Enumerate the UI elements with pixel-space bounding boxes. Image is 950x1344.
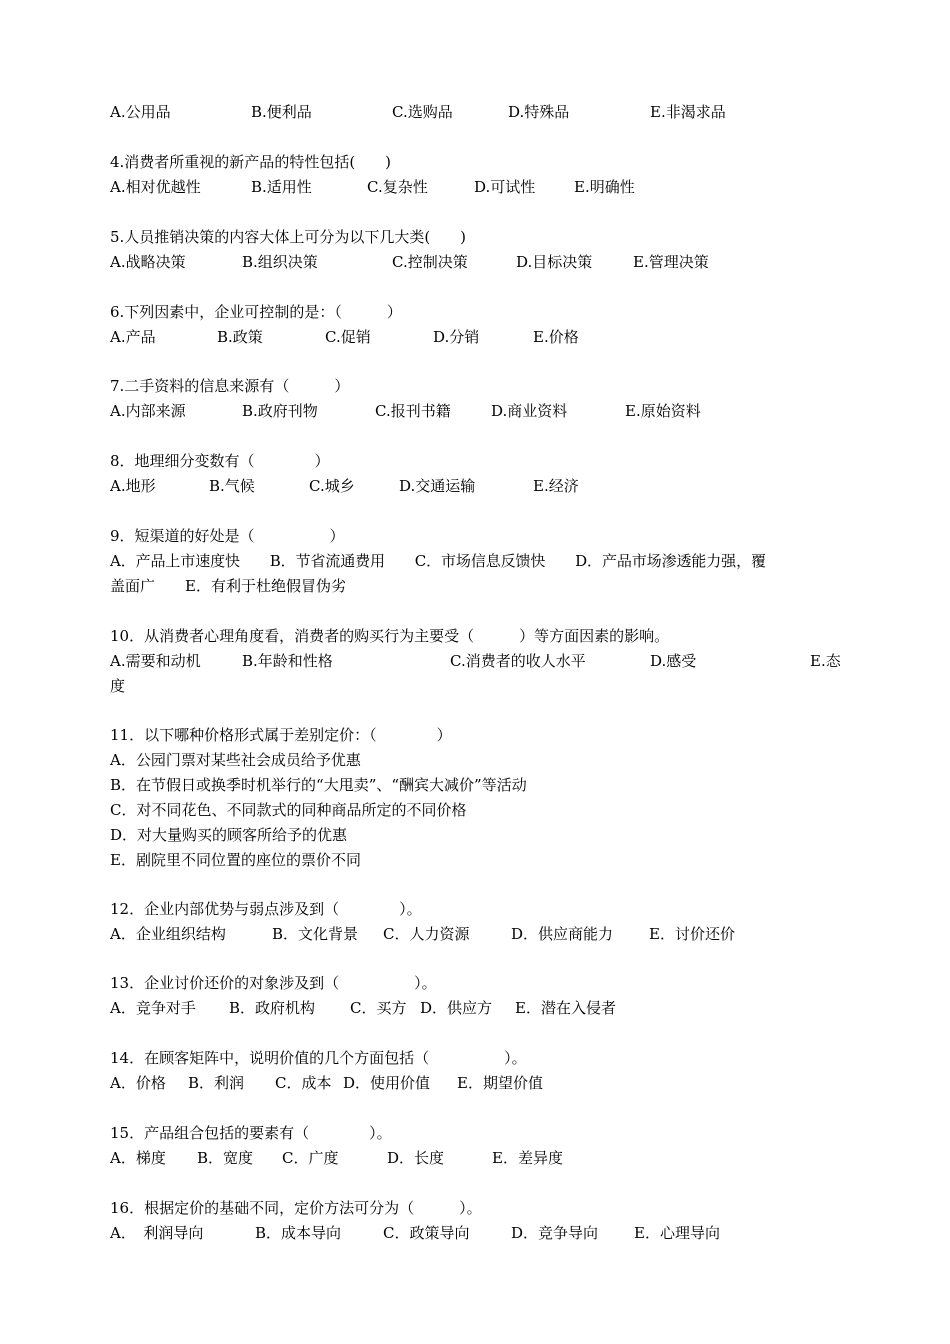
question-6-stem: 6.下列因素中，企业可控制的是：（ ） [110,303,402,321]
option-a: A.相对优越性 [110,178,201,196]
option-e: E.明确性 [574,178,635,196]
option-a: A.需要和动机 [110,652,201,670]
question-9-options-line-1: A．产品上市速度快 B．节省流通费用 C．市场信息反馈快 D．产品市场渗透能力强，覆 [110,552,766,570]
option-c: C．人力资源 [383,925,470,943]
question-8-stem: 8．地理细分变数有（ ） [110,452,330,470]
question-16-stem: 16．根据定价的基础不同，定价方法可分为（ ）。 [110,1199,482,1217]
option-c: C．成本 [275,1074,332,1092]
option-c: C.报刊书籍 [375,402,451,420]
option-d: D.目标决策 [516,253,593,271]
option-a: A.地形 [110,477,156,495]
option-d: D.可试性 [474,178,536,196]
question-4-stem: 4.消费者所重视的新产品的特性包括( ) [110,153,392,171]
option-b: B.便利品 [251,103,312,121]
option-b: B．宽度 [197,1149,254,1167]
question-10-stem: 10．从消费者心理角度看，消费者的购买行为主要受（ ）等方面因素的影响。 [110,627,670,645]
option-e: E.态 [810,652,841,670]
option-d: D．对大量购买的顾客所给予的优惠 [110,826,348,844]
option-b: B.组织决策 [242,253,318,271]
option-b: B.年龄和性格 [242,652,333,670]
option-b: B.政府刊物 [242,402,318,420]
option-e: E.经济 [533,477,579,495]
option-b: B.适用性 [251,178,312,196]
option-d: D．供应商能力 [511,925,614,943]
question-10-wrap: 度 [110,677,126,695]
option-a: A．梯度 [110,1149,166,1167]
option-e: E．差异度 [492,1149,563,1167]
option-a: A．公园门票对某些社会成员给予优惠 [110,751,361,769]
question-7-stem: 7.二手资料的信息来源有（ ） [110,377,350,395]
option-a: A．价格 [110,1074,166,1092]
option-e: E.非渴求品 [650,103,726,121]
option-c: C．买方 [350,999,407,1017]
option-d: D．供应方 [420,999,493,1017]
option-a: A.公用品 [110,103,171,121]
option-c: C．广度 [282,1149,339,1167]
option-d: D．长度 [387,1149,445,1167]
option-b: B．成本导向 [255,1224,342,1242]
question-15-stem: 15．产品组合包括的要素有（ ）。 [110,1124,392,1142]
option-e: E．潜在入侵者 [515,999,616,1017]
option-b: B．政府机构 [229,999,316,1017]
option-a: A． 利润导向 [110,1224,204,1242]
option-d: D.感受 [650,652,697,670]
option-c: C.选购品 [392,103,453,121]
option-a: A．竞争对手 [110,999,196,1017]
option-b: B．在节假日或换季时机举行的“大甩卖”、“酬宾大减价”等活动 [110,776,527,794]
option-e: E．期望价值 [457,1074,543,1092]
option-a: A.内部来源 [110,402,186,420]
option-e: E.价格 [533,328,579,346]
option-b: B.政策 [217,328,263,346]
option-d: D.交通运输 [399,477,476,495]
option-e: E.原始资料 [625,402,701,420]
option-d: D．使用价值 [343,1074,431,1092]
option-c: C.促销 [325,328,371,346]
option-e: E．讨价还价 [649,925,735,943]
question-11-stem: 11．以下哪种价格形式属于差别定价：（ ） [110,726,452,744]
question-13-stem: 13．企业讨价还价的对象涉及到（ ）。 [110,974,437,992]
option-b: B.气候 [209,477,255,495]
option-c: C．政策导向 [383,1224,470,1242]
option-c: C.控制决策 [392,253,468,271]
question-5-stem: 5.人员推销决策的内容大体上可分为以下几大类( ) [110,228,467,246]
question-12-stem: 12．企业内部优势与弱点涉及到（ ）。 [110,900,422,918]
option-d: D.特殊品 [508,103,570,121]
option-b: B．利润 [188,1074,245,1092]
option-c: C．对不同花色、不同款式的同种商品所定的不同价格 [110,801,467,819]
option-c: C.城乡 [309,477,355,495]
question-9-options-line-2: 盖面广 E．有利于杜绝假冒伪劣 [110,577,346,595]
question-14-stem: 14．在顾客矩阵中，说明价值的几个方面包括（ ）。 [110,1049,527,1067]
option-b: B．文化背景 [272,925,359,943]
option-e: E．剧院里不同位置的座位的票价不同 [110,851,361,869]
question-9-stem: 9．短渠道的好处是（ ） [110,527,345,545]
option-e: E.管理决策 [633,253,709,271]
option-d: D.分销 [433,328,480,346]
option-c: C.复杂性 [367,178,428,196]
option-c: C.消费者的收人水平 [450,652,586,670]
option-d: D．竞争导向 [511,1224,599,1242]
option-a: A.产品 [110,328,156,346]
option-a: A．企业组织结构 [110,925,226,943]
option-d: D.商业资料 [491,402,568,420]
option-e: E．心理导向 [634,1224,720,1242]
option-a: A.战略决策 [110,253,186,271]
